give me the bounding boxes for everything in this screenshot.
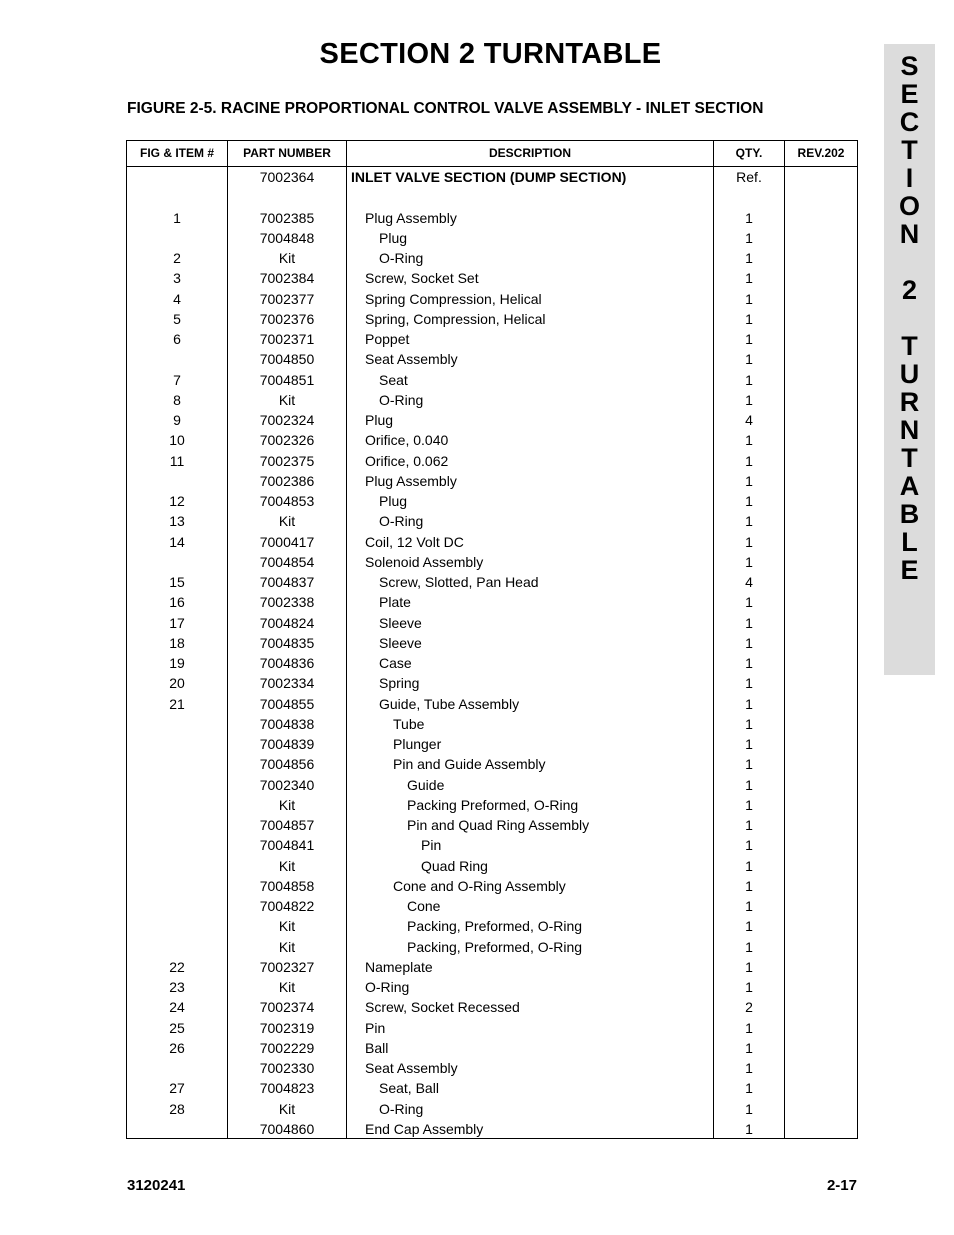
part-number-cell: 7004853 (259, 493, 315, 509)
description-cell: Coil, 12 Volt DC (365, 533, 464, 550)
qty-cell: 1 (745, 472, 753, 489)
part-number-cell: Kit (278, 513, 296, 530)
qty-cell: 1 (745, 675, 753, 692)
part-number-cell: Kit (278, 1100, 296, 1117)
part-number-cell: 7004822 (259, 898, 315, 914)
description-cell: Tube (393, 715, 425, 732)
table-row (127, 896, 857, 916)
description-cell: Pin and Quad Ring Assembly (407, 817, 590, 833)
table-row (127, 1119, 857, 1139)
qty-cell: 1 (745, 776, 753, 793)
fig-item-cell: 9 (173, 412, 181, 428)
qty-cell: 1 (745, 533, 753, 550)
fig-item-cell: 25 (169, 1019, 185, 1036)
qty-cell: 1 (745, 1019, 753, 1036)
description-cell: Sleeve (379, 614, 422, 631)
part-number-cell: Kit (278, 250, 296, 266)
part-number-cell: 7004848 (259, 229, 315, 246)
description-cell: Packing, Preformed, O-Ring (407, 938, 583, 955)
description-cell: Ball (365, 1039, 389, 1056)
fig-item-cell: 6 (173, 331, 181, 347)
part-number-cell: 7004836 (259, 655, 315, 671)
part-number-cell: 7002330 (259, 1060, 315, 1076)
page-title: SECTION 2 TURNTABLE (319, 38, 662, 70)
description-cell: Nameplate (365, 958, 433, 975)
part-number-cell: Kit (278, 796, 296, 813)
part-number-cell: 7002334 (259, 675, 315, 692)
fig-item-cell: 22 (169, 958, 185, 975)
qty-cell: 1 (745, 715, 753, 732)
part-number-cell: 7004857 (259, 817, 315, 833)
qty-cell: 1 (745, 756, 753, 773)
fig-item-cell: 17 (169, 614, 185, 631)
qty-cell: 1 (745, 432, 753, 449)
description-cell: Packing, Preformed, O-Ring (407, 918, 583, 935)
qty-cell: 1 (745, 614, 753, 631)
table-row (127, 916, 857, 936)
part-number-cell: 7004850 (259, 351, 315, 368)
table-row (127, 633, 857, 653)
table-row (127, 613, 857, 633)
table-row (127, 208, 857, 228)
table-row (127, 370, 857, 390)
description-cell: Plunger (393, 736, 442, 752)
description-cell: Quad Ring (421, 857, 488, 874)
side-tab-letter: U (899, 359, 920, 389)
table-row (127, 714, 857, 734)
part-number-cell: 7002376 (259, 310, 315, 327)
parts-table (126, 140, 858, 1139)
table-row (127, 673, 857, 693)
table-row (127, 653, 857, 673)
qty-cell: 1 (745, 877, 753, 894)
description-cell: Plug (379, 229, 408, 246)
part-number-cell: 7002364 (259, 169, 315, 185)
table-row (127, 187, 857, 207)
table-row (127, 1078, 857, 1098)
part-number-cell: 7002324 (259, 412, 315, 428)
part-number-cell: 7002384 (259, 270, 315, 287)
part-number-cell: 7002229 (259, 1039, 315, 1056)
description-cell: Case (379, 655, 412, 671)
table-row (127, 511, 857, 531)
part-number-cell: 7004839 (259, 736, 315, 752)
fig-item-cell: 13 (169, 513, 185, 530)
description-cell: Pin (365, 1019, 386, 1036)
description-cell: Plug (365, 412, 394, 428)
part-number-cell: 7002340 (259, 776, 315, 793)
part-number-cell: 7004854 (259, 553, 315, 570)
table-row (127, 856, 857, 876)
description-cell: Plug (379, 493, 408, 509)
part-number-cell: 7002385 (259, 209, 315, 226)
part-number-cell: Kit (278, 938, 296, 955)
description-cell: Spring (379, 675, 420, 692)
description-cell: O-Ring (365, 979, 410, 995)
fig-item-cell: 7 (173, 371, 181, 388)
table-header (127, 141, 857, 167)
description-cell: Screw, Slotted, Pan Head (379, 574, 539, 590)
qty-cell: 1 (745, 1120, 753, 1137)
qty-cell: 1 (745, 958, 753, 975)
table-row (127, 430, 857, 450)
qty-cell: 1 (745, 695, 753, 712)
fig-item-cell: 14 (169, 533, 185, 550)
qty-cell: 1 (745, 655, 753, 671)
fig-item-cell: 10 (169, 432, 185, 449)
fig-item-cell: 3 (173, 270, 181, 287)
qty-cell: 1 (745, 898, 753, 914)
qty-cell: 1 (745, 371, 753, 388)
table-row (127, 349, 857, 369)
fig-item-cell: 4 (173, 290, 181, 307)
table-row (127, 1018, 857, 1038)
fig-item-cell: 21 (169, 695, 185, 712)
qty-cell: 1 (745, 452, 753, 469)
fig-item-cell: 27 (169, 1080, 185, 1097)
fig-item-cell: 8 (173, 391, 181, 408)
qty-cell: 1 (745, 1060, 753, 1076)
side-tab-letter: 2 (901, 275, 918, 305)
part-number-cell: Kit (278, 857, 296, 874)
qty-cell: 1 (745, 229, 753, 246)
table-row (127, 1038, 857, 1058)
qty-cell: 1 (745, 817, 753, 833)
fig-item-cell: 1 (173, 209, 181, 226)
side-tab-letter: T (901, 331, 918, 361)
part-number-cell: 7002375 (259, 452, 315, 469)
description-cell: Pin (421, 837, 442, 854)
fig-item-cell: 28 (169, 1100, 185, 1117)
side-tab-letter: O (898, 191, 920, 221)
description-cell: Orifice, 0.062 (365, 452, 449, 469)
fig-item-cell: 24 (169, 999, 185, 1016)
part-number-cell: 7004860 (259, 1120, 315, 1137)
table-row (127, 1058, 857, 1078)
description-cell: O-Ring (379, 513, 424, 530)
table-row (127, 957, 857, 977)
table-row (127, 491, 857, 511)
description-cell: Solenoid Assembly (365, 553, 484, 570)
qty-cell: 1 (745, 351, 753, 368)
description-cell: O-Ring (379, 1100, 424, 1117)
description-cell: INLET VALVE SECTION (DUMP SECTION) (351, 169, 627, 185)
qty-cell: 1 (745, 857, 753, 874)
side-tab-letter: S (900, 51, 919, 81)
table-row (127, 997, 857, 1017)
table-row (127, 410, 857, 430)
fig-item-cell: 23 (169, 979, 185, 995)
qty-cell: 1 (745, 310, 753, 327)
description-cell: Sleeve (379, 634, 422, 651)
description-cell: End Cap Assembly (365, 1120, 484, 1137)
qty-cell: 1 (745, 1080, 753, 1097)
document-number: 3120241 (127, 1177, 186, 1194)
description-cell: Seat Assembly (365, 351, 458, 368)
table-row (127, 815, 857, 835)
table-row (127, 228, 857, 248)
qty-cell: 1 (745, 938, 753, 955)
side-tab-letter: B (899, 499, 920, 529)
qty-cell: 1 (745, 290, 753, 307)
part-number-cell: Kit (278, 979, 296, 995)
side-tab-letter: T (901, 443, 918, 473)
table-row (127, 572, 857, 592)
table-row (127, 694, 857, 714)
side-tab-letter: E (900, 79, 919, 109)
qty-cell: 1 (745, 837, 753, 854)
description-cell: Screw, Socket Set (365, 270, 479, 287)
qty-cell: Ref. (736, 169, 762, 185)
part-number-cell: Kit (278, 391, 296, 408)
description-cell: Seat (379, 371, 408, 388)
fig-item-cell: 12 (169, 493, 185, 509)
fig-item-cell: 16 (169, 594, 185, 611)
table-row (127, 795, 857, 815)
description-cell: Plug Assembly (365, 209, 457, 226)
fig-item-cell: 5 (173, 310, 181, 327)
side-tab-letter: A (899, 471, 920, 501)
part-number-cell: 7002327 (259, 958, 315, 975)
part-number-cell: 7002386 (259, 472, 315, 489)
fig-item-cell: 19 (169, 655, 185, 671)
description-cell: Cone (407, 898, 441, 914)
table-row (127, 309, 857, 329)
qty-cell: 1 (745, 553, 753, 570)
header-rev: REV.202 (797, 146, 845, 160)
description-cell: Cone and O-Ring Assembly (393, 877, 566, 894)
qty-cell: 1 (745, 634, 753, 651)
description-cell: Packing Preformed, O-Ring (407, 796, 579, 813)
qty-cell: 1 (745, 270, 753, 287)
description-cell: Orifice, 0.040 (365, 432, 449, 449)
qty-cell: 1 (745, 918, 753, 935)
side-tab-letter: T (901, 135, 918, 165)
table-row (127, 734, 857, 754)
fig-item-cell: 2 (173, 250, 181, 266)
figure-title: FIGURE 2-5. RACINE PROPORTIONAL CONTROL VALVE ASSEMBLY - INLET SECTION (127, 100, 764, 117)
description-cell: Seat, Ball (379, 1080, 439, 1097)
qty-cell: 4 (745, 412, 753, 428)
qty-cell: 1 (745, 513, 753, 530)
fig-item-cell: 18 (169, 634, 185, 651)
qty-cell: 1 (745, 493, 753, 509)
qty-cell: 1 (745, 331, 753, 347)
part-number-cell: 7004837 (259, 574, 315, 590)
header-description: DESCRIPTION (488, 146, 571, 160)
description-cell: Guide, Tube Assembly (379, 695, 520, 712)
description-cell: Plate (379, 594, 411, 611)
part-number-cell: Kit (278, 918, 296, 935)
side-tab-letter: N (899, 219, 920, 249)
description-cell: Pin and Guide Assembly (393, 756, 546, 773)
header-fig-item: FIG & ITEM # (139, 146, 214, 160)
table-row (127, 268, 857, 288)
table-row (127, 592, 857, 612)
section-side-tab (884, 44, 935, 675)
description-cell: O-Ring (379, 250, 424, 266)
side-tab-letter: E (900, 555, 919, 585)
description-cell: Spring Compression, Helical (365, 290, 542, 307)
fig-item-cell: 15 (169, 574, 185, 590)
fig-item-cell: 11 (169, 452, 185, 469)
part-number-cell: 7002371 (259, 331, 315, 347)
side-tab-letter: I (905, 163, 914, 193)
description-cell: Poppet (365, 331, 410, 347)
table-row (127, 876, 857, 896)
part-number-cell: 7002377 (259, 290, 315, 307)
description-cell: Plug Assembly (365, 472, 457, 489)
table-row (127, 754, 857, 774)
table-row (127, 977, 857, 997)
side-tab-letter: N (899, 415, 920, 445)
page-number: 2-17 (826, 1177, 857, 1194)
description-cell: O-Ring (379, 391, 424, 408)
description-cell: Guide (407, 776, 445, 793)
table-row (127, 167, 857, 187)
table-row (127, 552, 857, 572)
table-row (127, 329, 857, 349)
part-number-cell: 7002326 (259, 432, 315, 449)
fig-item-cell: 26 (169, 1039, 185, 1056)
qty-cell: 1 (745, 1039, 753, 1056)
part-number-cell: 7004838 (259, 715, 315, 732)
part-number-cell: 7004855 (259, 695, 315, 712)
description-cell: Seat Assembly (365, 1060, 458, 1076)
table-row (127, 835, 857, 855)
part-number-cell: 7004856 (259, 756, 315, 773)
part-number-cell: 7000417 (259, 533, 315, 550)
part-number-cell: 7002319 (259, 1019, 315, 1036)
qty-cell: 1 (745, 736, 753, 752)
part-number-cell: 7004858 (259, 877, 315, 894)
table-row (127, 1099, 857, 1119)
qty-cell: 1 (745, 796, 753, 813)
qty-cell: 2 (745, 999, 753, 1016)
table-row (127, 248, 857, 268)
table-row (127, 471, 857, 491)
table-row (127, 390, 857, 410)
part-number-cell: 7002374 (259, 999, 315, 1016)
part-number-cell: 7004824 (259, 614, 315, 631)
description-cell: Spring, Compression, Helical (365, 310, 546, 327)
table-row (127, 937, 857, 957)
table-row (127, 289, 857, 309)
part-number-cell: 7002338 (259, 594, 315, 611)
part-number-cell: 7004835 (259, 634, 315, 651)
qty-cell: 1 (745, 209, 753, 226)
qty-cell: 1 (745, 594, 753, 611)
part-number-cell: 7004823 (259, 1080, 315, 1097)
qty-cell: 1 (745, 250, 753, 266)
part-number-cell: 7004841 (259, 837, 315, 854)
qty-cell: 1 (745, 979, 753, 995)
qty-cell: 1 (745, 1100, 753, 1117)
part-number-cell: 7004851 (259, 371, 315, 388)
side-tab-letter: C (899, 107, 920, 137)
qty-cell: 1 (745, 391, 753, 408)
side-tab-letter: R (899, 387, 920, 417)
header-part-number: PART NUMBER (243, 146, 331, 160)
header-qty: QTY. (735, 146, 763, 160)
table-row (127, 775, 857, 795)
description-cell: Screw, Socket Recessed (365, 999, 520, 1016)
table-row (127, 532, 857, 552)
fig-item-cell: 20 (169, 675, 185, 692)
table-row (127, 451, 857, 471)
side-tab-letter: L (901, 527, 918, 557)
qty-cell: 4 (745, 574, 753, 590)
